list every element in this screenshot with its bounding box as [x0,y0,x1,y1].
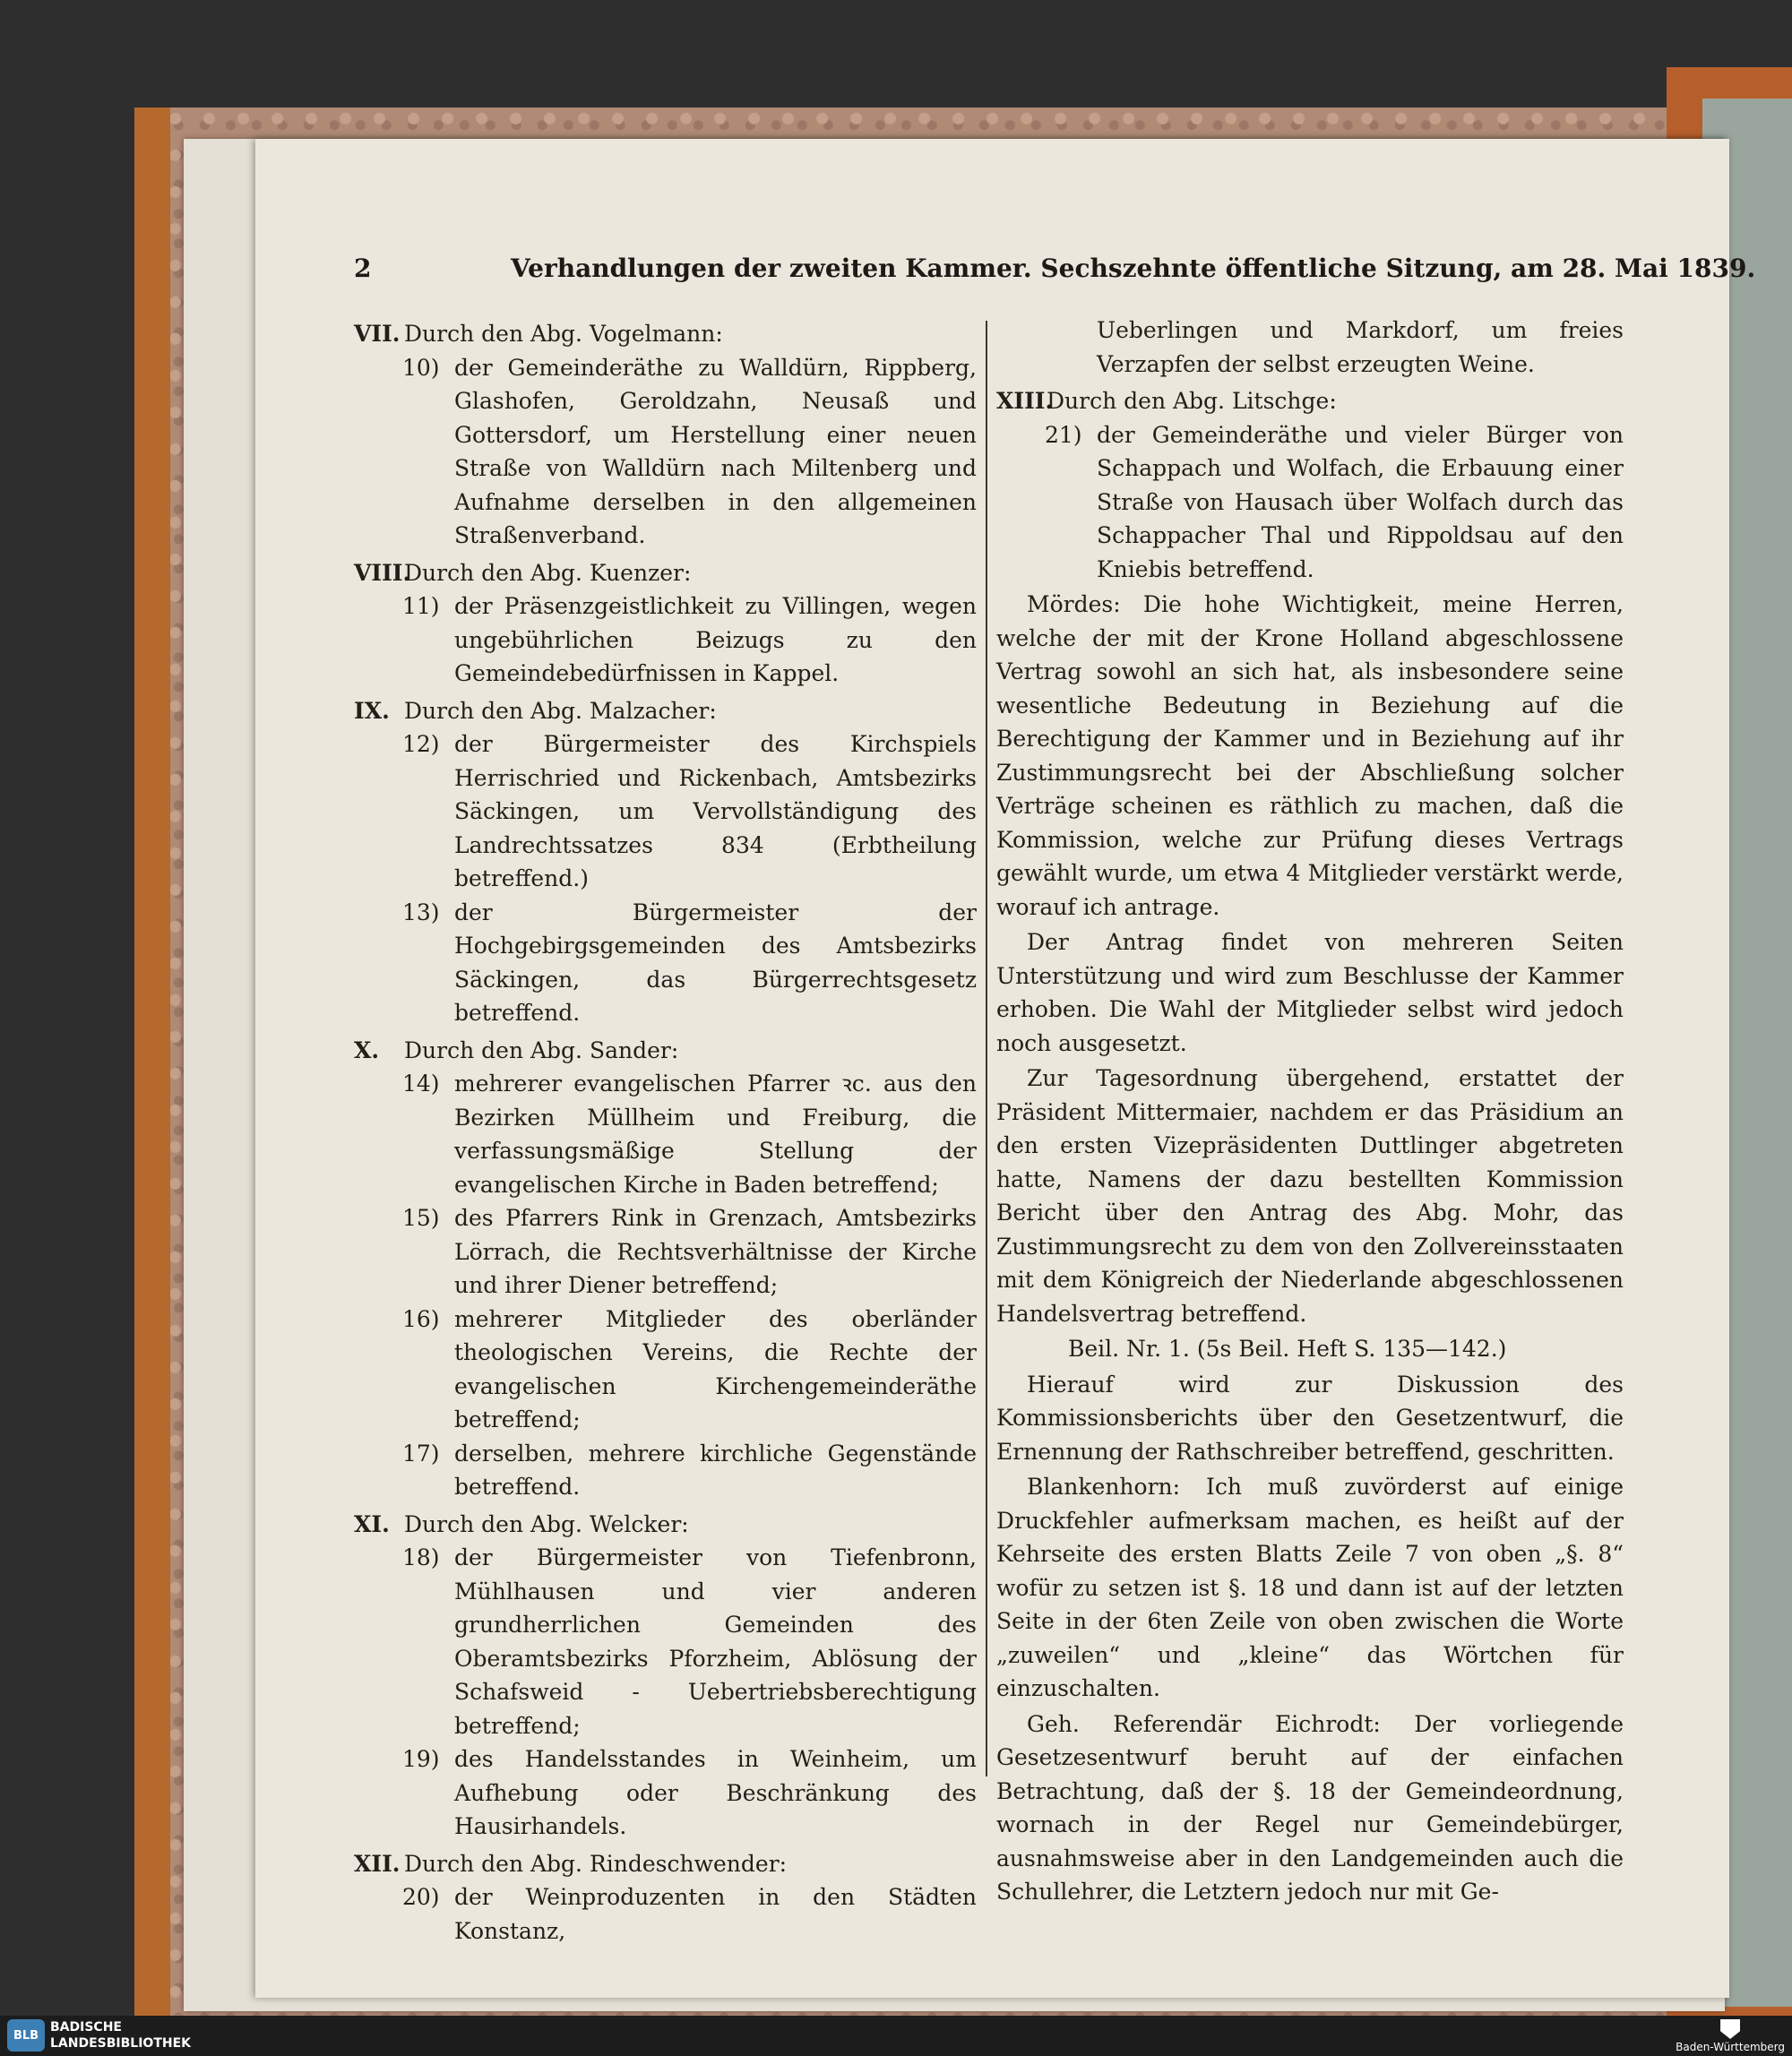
section-heading: Durch den Abg. Vogelmann: [404,321,723,347]
item-text: der Weinproduzenten in den Städten Konstanz, [454,1884,977,1944]
section-ix [354,694,977,728]
item-number: 12) [402,731,440,757]
body-paragraph: Zur Tagesordnung übergehend, erstattet der Präsident Mittermaier, nachdem er das Präsidium an den ersten Vizepräsidenten Duttlinger abgetreten hatte, Namens der dazu bestellten Kommission Bericht über den Antrag des Abg. Mohr, das Zustimmungsrecht zu dem von den Zollvereinsstaaten mit dem Königreich der Niederlande abgeschlossenen Handelsvertrag betreffend. [996,1065,1624,1327]
petition-item [354,1880,977,1948]
item-number: 17) [402,1440,440,1467]
section-numeral: IX. [354,697,390,724]
section-xii [354,1847,977,1881]
crest-icon [1720,2019,1740,2039]
item-text: der Präsenzgeistlichkeit zu Villingen, wegen ungebührlichen Beizugs zu den Gemeindebedürfnissen in Kappel. [454,593,977,686]
section-numeral: VII. [354,321,401,347]
section-heading: Durch den Abg. Malzacher: [404,697,717,724]
speech-paragraph: Mördes: Die hohe Wichtigkeit, meine Herren, welche der mit der Krone Holland abgeschlossene Vertrag sowohl an sich hat, als insbesondere seine wesentliche Bedeutung in Beziehung auf die Berechtigung der Kammer und in Beziehung auf ihr Zustimmungsrecht bei der Abschließung solcher Verträge scheinen es räthlich zu machen, daß die Kommission, welche zur Prüfung dieses Vertrags gewählt wurde, um etwa 4 Mitglieder verstärkt werde, worauf ich antrage. [996,591,1624,920]
page-number: 2 [354,254,372,283]
running-title: Verhandlungen der zweiten Kammer. Sechszehnte öffentliche Sitzung, am 28. Mai 1839. [511,254,1756,283]
petition-item [354,1067,977,1201]
item-number: 19) [402,1746,440,1772]
petition-item [354,1201,977,1303]
speech-paragraph: Blankenhorn: Ich muß zuvörderst auf einige Druckfehler aufmerksam machen, es heißt auf der Kehrseite des ersten Blatts Zeile 7 von oben „§. 8“ wofür zu setzen ist §. 18 und dann ist auf der letzten Seite in der 6ten Zeile von oben zwischen die Worte „zuweilen“ und „kleine“ das Wörtchen für einzuschalten. [996,1474,1624,1701]
section-vii [354,317,977,351]
right-column [996,314,1624,1911]
binding-edge [134,108,170,2025]
library-name-line2: LANDESBIBLIOTHEK [50,2036,192,2051]
viewer-footer [0,2016,1792,2056]
item-text: mehrerer Mitglieder des oberländer theologischen Vereins, die Rechte der evangelischen Kirchengemeinderäthe betreffend; [454,1305,977,1432]
section-numeral: XI. [354,1510,390,1537]
body-paragraph: Hierauf wird zur Diskussion des Kommissionsberichts über den Gesetzentwurf, die Ernennung der Rathschreiber betreffend, geschritten. [996,1371,1624,1465]
section-numeral: VIII. [354,559,411,586]
section-numeral: XII. [354,1850,401,1877]
left-column [354,314,977,1948]
state-name: Baden-Württemberg [1676,2041,1785,2053]
item-text: mehrerer evangelischen Pfarrer ꝛc. aus den Bezirken Müllheim und Freiburg, die verfassungsmäßige Stellung der evangelischen Kirche in Baden betreffend; [454,1071,977,1198]
item-text: der Gemeinderäthe und vieler Bürger von Schappach und Wolfach, die Erbauung einer Straße von Hausach über Wolfach durch das Schappacher Thal und Rippoldsau auf den Kniebis betreffend. [1097,421,1624,582]
section-x [354,1034,977,1068]
item-text: der Bürgermeister von Tiefenbronn, Mühlhausen und vier anderen grundherrlichen Gemeinden des Oberamtsbezirks Pforzheim, Ablösung der Schafsweid - Uebertriebsberechtigung betreffend; [454,1544,977,1739]
section-xi [354,1508,977,1542]
item-number: 14) [402,1071,440,1097]
section-viii [354,556,977,590]
section-heading: Durch den Abg. Kuenzer: [404,559,692,586]
item-text: des Handelsstandes in Weinheim, um Aufhebung oder Beschränkung des Hausirhandels. [454,1746,977,1839]
item-text: der Bürgermeister der Hochgebirgsgemeinden des Amtsbezirks Säckingen, das Bürgerrechtsgesetz betreffend. [454,899,977,1026]
body-paragraph: Der Antrag findet von mehreren Seiten Unterstützung und wird zum Beschlusse der Kammer erhoben. Die Wahl der Mitglieder selbst wird jedoch noch ausgesetzt. [996,929,1624,1056]
petition-item [354,1303,977,1437]
petition-item [354,896,977,1030]
petition-item [354,589,977,691]
petition-item [354,1437,977,1504]
petition-item [354,351,977,553]
item-number: 16) [402,1305,440,1332]
section-xiii [996,384,1624,418]
library-name [50,2019,191,2052]
continuation-text: Ueberlingen und Markdorf, um freies Verzapfen der selbst erzeugten Weine. [1097,317,1624,377]
section-heading: Durch den Abg. Sander: [404,1037,679,1063]
section-numeral: XIII. [996,388,1054,414]
attachment-reference: Beil. Nr. 1. (5s Beil. Heft S. 135—142.) [1068,1336,1507,1362]
item-text: derselben, mehrere kirchliche Gegenstände betreffend. [454,1440,977,1500]
petition-item [354,1541,977,1742]
section-heading: Durch den Abg. Rindeschwender: [404,1850,788,1877]
item-number: 13) [402,899,440,925]
section-heading: Durch den Abg. Welcker: [404,1510,689,1537]
section-heading: Durch den Abg. Litschge: [1047,388,1337,414]
item-number: 20) [402,1884,440,1910]
petition-item [996,418,1624,587]
section-numeral: X. [354,1037,380,1063]
item-number: 11) [402,593,440,619]
speech-paragraph: Geh. Referendär Eichrodt: Der vorliegende Gesetzesentwurf beruht auf der einfachen Betrachtung, daß der §. 18 der Gemeindeordnung, wornach in der Regel nur Gemeindebürger, ausnahmsweise aber in den Landgemeinden auch die Schullehrer, die Letztern jedoch nur mit Ge- [996,1710,1624,1905]
item-number: 21) [1045,421,1082,448]
item-number: 15) [402,1205,440,1231]
item-text: der Gemeinderäthe zu Walldürn, Rippberg, Glashofen, Geroldzahn, Neusaß und Gottersdorf, um Herstellung einer neuen Straße von Walldürn nach Miltenberg und Aufnahme derselben in den allgemeinen Straßenverband. [454,354,977,548]
column-divider [986,321,987,1776]
item-number: 10) [402,354,440,381]
petition-item [354,727,977,896]
library-name-line1: BADISCHE [50,2020,122,2034]
state-logo[interactable] [1676,2019,1785,2053]
item-text: der Bürgermeister des Kirchspiels Herrischried und Rickenbach, Amtsbezirks Säckingen, um Vervollständigung des Landrechtssatzes 834 (Erbtheilung betreffend.) [454,731,977,891]
item-text: des Pfarrers Rink in Grenzach, Amtsbezirks Lörrach, die Rechtsverhältnisse der Kirche und ihrer Diener betreffend; [454,1205,977,1298]
blb-logo[interactable]: BLB [7,2019,45,2052]
petition-item [354,1742,977,1844]
item-number: 18) [402,1544,440,1570]
